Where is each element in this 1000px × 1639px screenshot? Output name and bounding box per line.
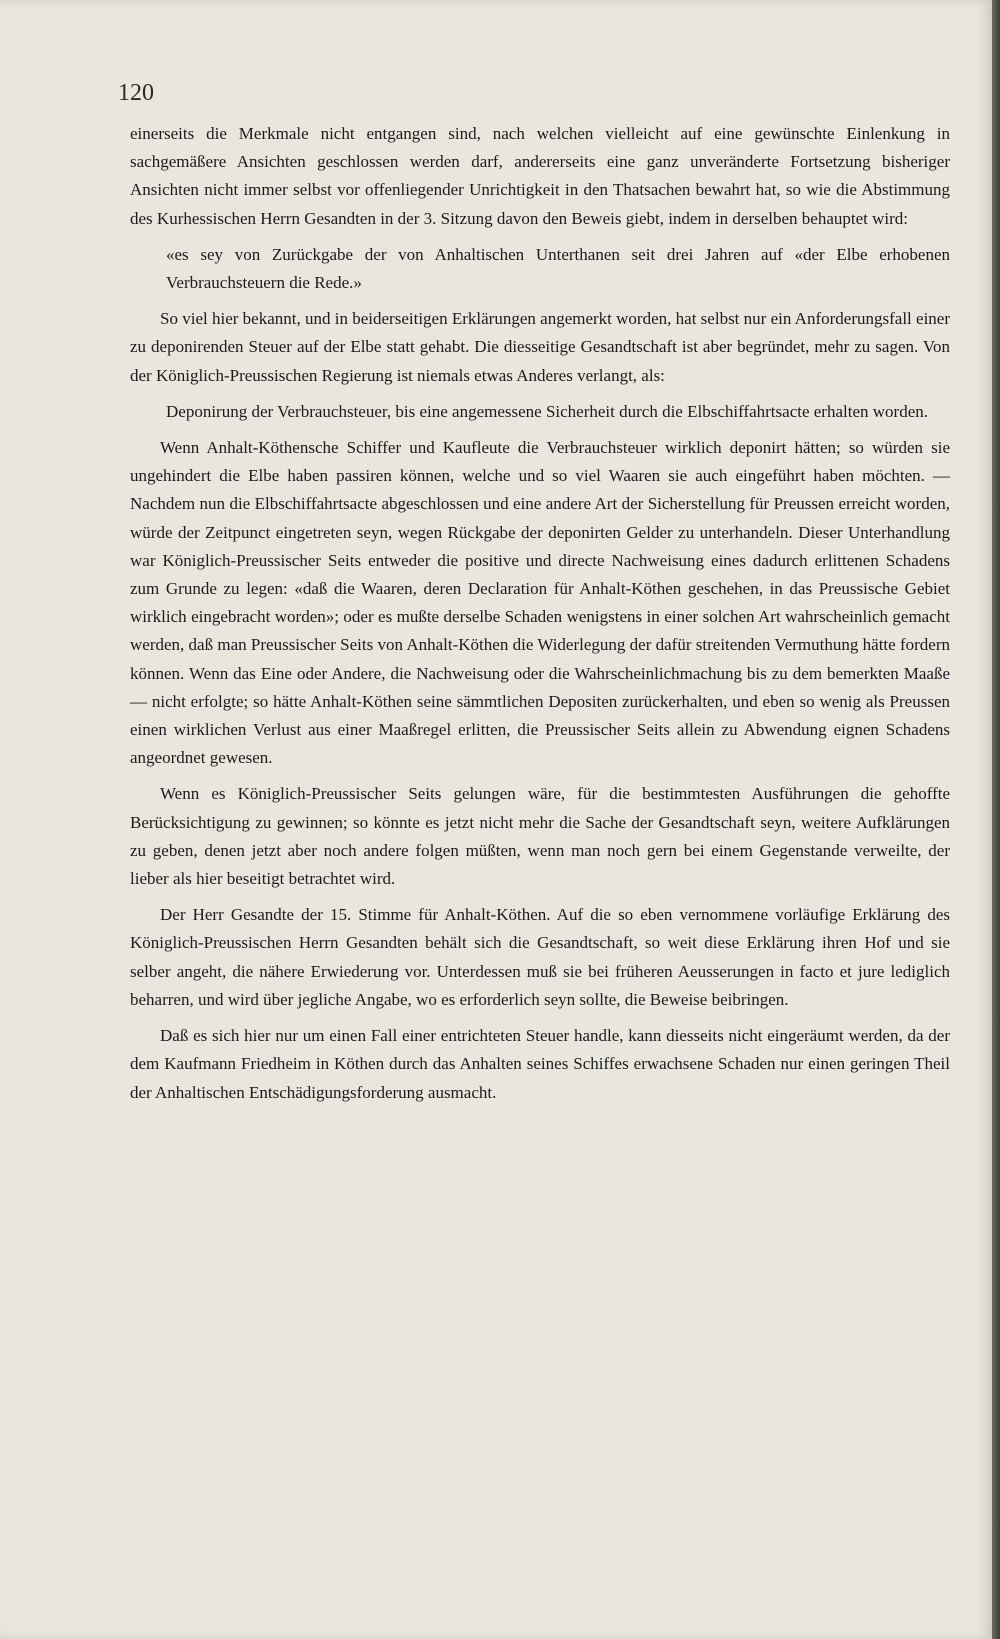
- paragraph: einerseits die Merkmale nicht entgangen sind, nach welchen vielleicht auf eine gewünschte Einlenkung in sachgemäßere Ansichten geschlossen werden darf, andererseits eine ganz unveränderte Fortsetzung bisheriger Ansichten nicht immer selbst vor offenliegender Unrichtigkeit in den Thatsachen bewahrt hat, so wie die Abstimmung des Kurhessischen Herrn Gesandten in der 3. Sitzung davon den Beweis giebt, indem in derselben behauptet wird:: [130, 124, 950, 228]
- body-text: [130, 120, 950, 1115]
- paragraph: Wenn Anhalt-Köthensche Schiffer und Kaufleute die Verbrauchsteuer wirklich deponirt hätten; so würden sie ungehindert die Elbe haben passiren können, welche und so viel Waaren sie auch eingeführt haben möchten. — Nachdem nun die Elbschiffahrtsacte abgeschlossen und eine andere Art der Sicherstellung für Preussen erreicht worden, würde der Zeitpunct eingetreten seyn, wegen Rückgabe der deponirten Gelder zu unterhandeln. Dieser Unterhandlung war Königlich-Preussischer Seits entweder die positive und directe Nachweisung eines dadurch erlittenen Schadens zum Grunde zu legen: «daß die Waaren, deren Declaration für Anhalt-Köthen geschehen, in das Preussische Gebiet wirklich eingebracht worden»; oder es mußte derselbe Schaden wenigstens in einer solchen Art wahrscheinlich gemacht werden, daß man Preussischer Seits von Anhalt-Köthen die Widerlegung der dafür streitenden Vermuthung hätte fordern können. Wenn das Eine oder Andere, die Nachweisung oder die Wahrscheinlichmachung bis zu dem bemerkten Maaße — nicht erfolgte; so hätte Anhalt-Köthen seine sämmtlichen Depositen zurückerhalten, und eben so wenig als Preussen einen wirklichen Verlust aus einer Maaßregel erlitten, die Preussischer Seits allein zu Abwendung eignen Schadens angeordnet gewesen.: [130, 438, 950, 768]
- page-number: 120: [118, 80, 154, 106]
- quote-paragraph: Deponirung der Verbrauchsteuer, bis eine angemessene Sicherheit durch die Elbschiffahrtsacte erhalten worden.: [166, 401, 928, 421]
- page-edge-shadow: [992, 0, 1000, 1639]
- quote-paragraph: «es sey von Zurückgabe der von Anhaltischen Unterthanen seit drei Jahren auf «der Elbe erhobenen Verbrauchsteuern die Rede.»: [166, 244, 950, 293]
- paragraph: Der Herr Gesandte der 15. Stimme für Anhalt-Köthen. Auf die so eben vernommene vorläufige Erklärung des Königlich-Preussischen Herrn Gesandten behält sich die Gesandtschaft, so weit diese Erklärung ihren Hof und sie selber angeht, die nähere Erwiederung vor. Unterdessen muß sie bei früheren Aeusserungen in facto et jure lediglich beharren, und wird über jegliche Angabe, wo es erforderlich seyn sollte, die Beweise beibringen.: [130, 905, 950, 1009]
- paragraph: So viel hier bekannt, und in beiderseitigen Erklärungen angemerkt worden, hat selbst nur ein Anforderungsfall einer zu deponirenden Steuer auf der Elbe statt gehabt. Die diesseitige Gesandtschaft ist aber begründet, mehr zu sagen. Von der Königlich-Preussischen Regierung ist niemals etwas Anderes verlangt, als:: [130, 309, 950, 385]
- paragraph: Wenn es Königlich-Preussischer Seits gelungen wäre, für die bestimmtesten Ausführungen die gehoffte Berücksichtigung zu gewinnen; so könnte es jetzt nicht mehr die Sache der Gesandtschaft seyn, weitere Aufklärungen zu geben, denen jetzt aber noch andere folgen müßten, wenn man noch gern bei einem Gegenstande verweilte, der lieber als hier beseitigt betrachtet wird.: [130, 784, 950, 889]
- paragraph: Daß es sich hier nur um einen Fall einer entrichteten Steuer handle, kann diesseits nicht eingeräumt werden, da der dem Kaufmann Friedheim in Köthen durch das Anhalten seines Schiffes erwachsene Schaden nur einen geringen Theil der Anhaltischen Entschädigungsforderung ausmacht.: [130, 1026, 950, 1102]
